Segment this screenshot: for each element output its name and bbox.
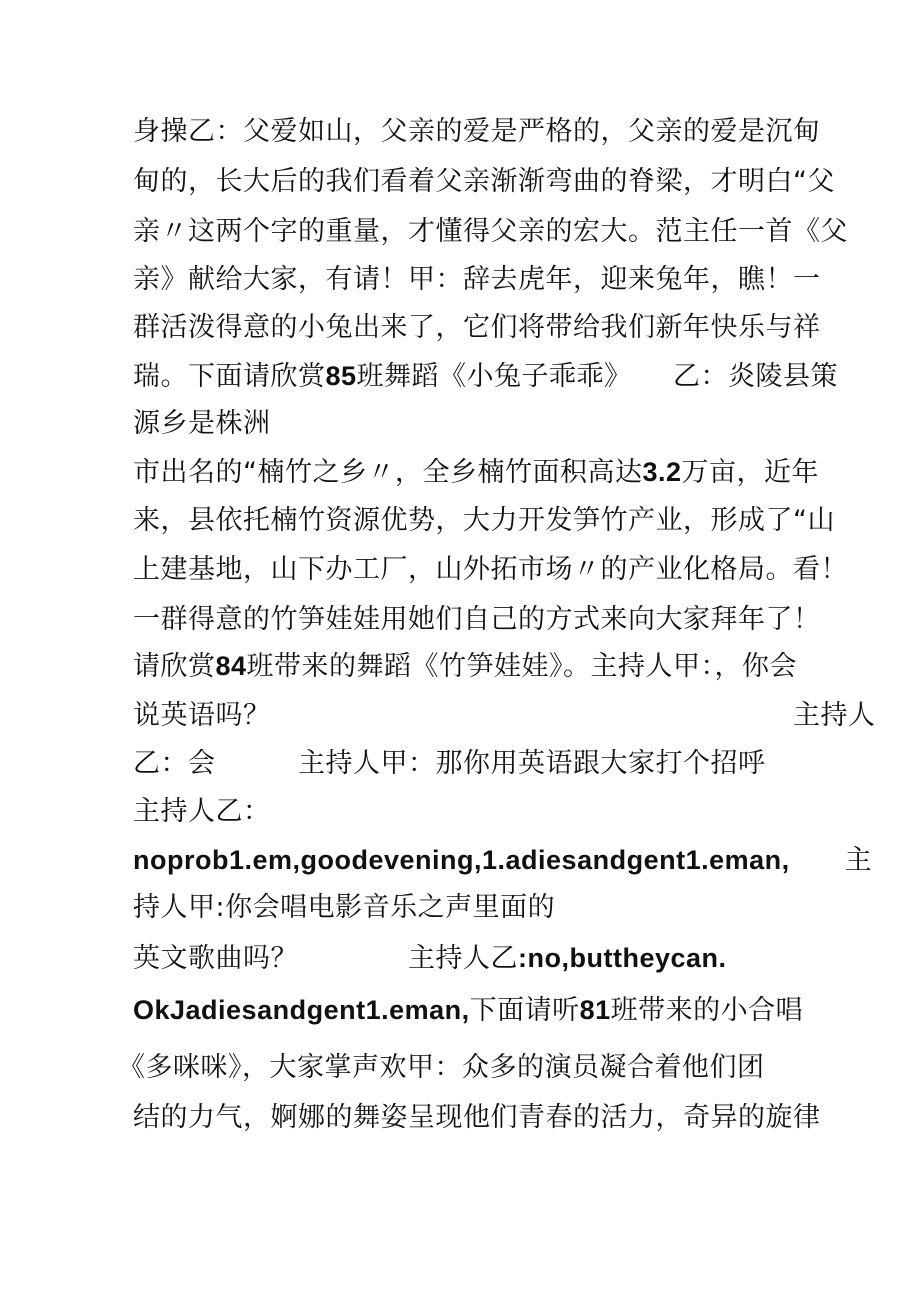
text-line-2: 甸的，长大后的我们看着父亲渐渐弯曲的脊梁，才明白“父 xyxy=(133,166,835,197)
text-line-21: 结的力气，婀娜的舞姿呈现他们青春的活力，奇异的旋律 xyxy=(133,1102,821,1133)
text-line-6: 瑞。下面请欣赏85班舞蹈《小兔子乖乖》 乙：炎陵县策 xyxy=(133,361,839,392)
text-line-14: 乙：会 主持人甲：那你用英语跟大家打个招呼 xyxy=(133,748,766,779)
text-line-8: 市出名的“楠竹之乡〃，全乡楠竹面积高达3.2万亩，近年 xyxy=(133,457,820,488)
text-line-4: 亲》献给大家，有请！甲：辞去虎年，迎来兔年，瞧！一 xyxy=(133,264,821,295)
text-line-20: 《多咪咪》，大家掌声欢甲：众多的演员凝合着他们团 xyxy=(118,1052,765,1083)
text-line-9: 来，县依托楠竹资源优势，大力开发笋竹产业，形成了“山 xyxy=(133,505,835,536)
text-line-5: 群活泼得意的小兔出来了，它们将带给我们新年快乐与祥 xyxy=(133,312,821,343)
text-line-16: noprob1.em,goodevening,1.adiesandgent1.eman, 主 xyxy=(133,845,873,876)
text-line-18: 英文歌曲吗？ 主持人乙:no,buttheycan. xyxy=(133,943,727,974)
text-line-3: 亲〃这两个字的重量，才懂得父亲的宏大。范主任一首《父 xyxy=(133,216,848,247)
text-line-19: OkJadiesandgent1.eman,下面请听81班带来的小合唱 xyxy=(133,995,804,1026)
text-line-12: 请欣赏84班带来的舞蹈《竹笋娃娃》。主持人甲：，你会 xyxy=(133,651,798,682)
text-line-10: 上建基地，山下办工厂，山外拓市场〃的产业化格局。看！ xyxy=(133,554,848,585)
text-line-11: 一群得意的竹笋娃娃用她们自己的方式来向大家拜年了！ xyxy=(133,604,821,635)
text-line-7: 源乡是株洲 xyxy=(133,408,271,439)
text-line-1: 身操乙：父爱如山，父亲的爱是严格的，父亲的爱是沉甸 xyxy=(133,116,821,147)
text-line-17: 持人甲:你会唱电影音乐之声里面的 xyxy=(133,892,556,923)
text-line-13: 说英语吗？ 主持人 xyxy=(133,700,876,731)
text-line-15: 主持人乙： xyxy=(133,796,271,827)
